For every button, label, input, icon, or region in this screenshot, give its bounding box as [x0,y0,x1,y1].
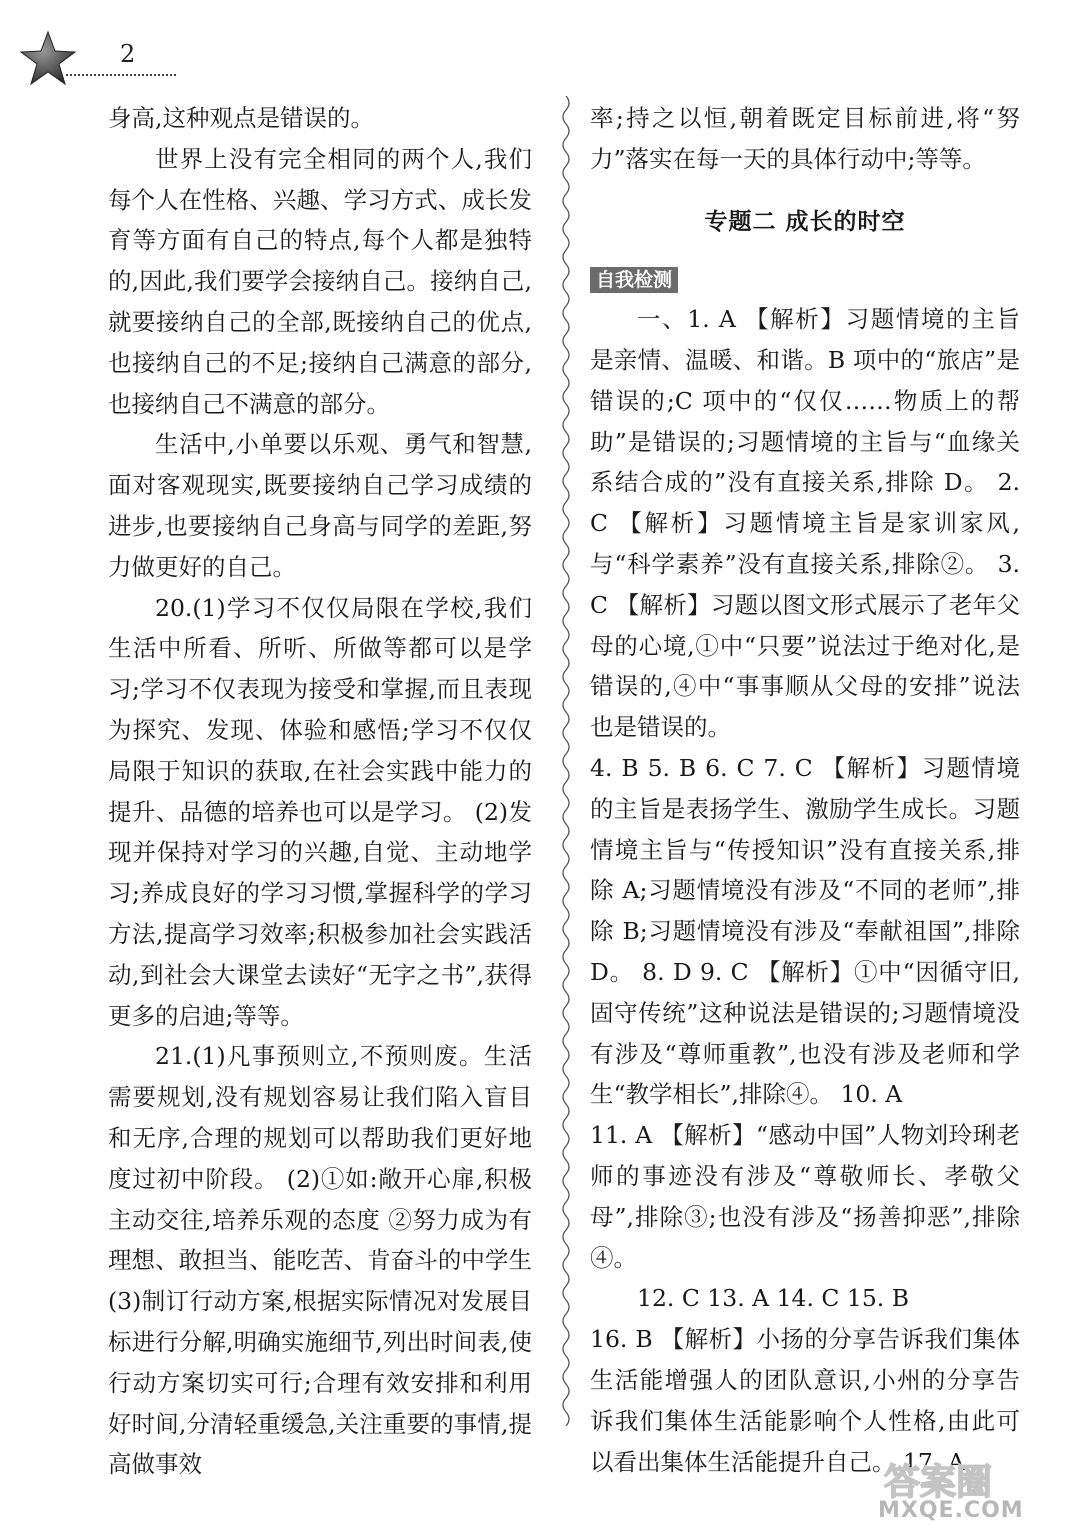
paragraph: 21.(1)凡事预则立,不预则废。生活需要规划,没有规划容易让我们陷入盲目和无序,合理的规划可以帮助我们更好地度过初中阶段。 (2)①如:敞开心扉,积极主动交往,培养乐观的态度 ②努力成为有理想、敢担当、能吃苦、肯奋斗的中学生 (3)制订行动方案,根据实际情况对发展目标进行分解,明确实施细节,列出时间表,使行动方案切实可行;合理有效安排和利用好时间,分清轻重缓急,关注重要的事情,提高做事效 [108,1042,532,1479]
paragraph: 4. B 5. B 6. C 7. C 【解析】习题情境的主旨是表扬学生、激励学生成长。习题情境主旨与“传授知识”没有直接关系,排除 A;习题情境没有涉及“不同的老师”,排除 B;习题情境没有涉及“奉献祖国”,排除 D。 8. D 9. C 【解析】①中“因循守旧,固守传统”这种说法是错误的;习题情境没有涉及“尊师重教”,也没有涉及老师和学生“教学相长”,排除④。 10. A [590,753,1020,1109]
watermark [870,1460,1060,1532]
paragraph: 20.(1)学习不仅仅局限在学校,我们生活中所看、所听、所做等都可以是学习;学习不仅表现为接受和掌握,而且表现为探究、发现、体验和感悟;学习不仅仅局限于知识的获取,在社会实践中能力的提升、品德的培养也可以是学习。 (2)发现并保持对学习的兴趣,自觉、主动地学习;养成良好的学习习惯,掌握科学的学习方法,提高学习效率;积极参加社会实践活动,到社会大课堂去读好“无字之书”,获得更多的启迪;等等。 [108,593,532,1030]
right-column [590,98,1020,1482]
paragraph: 身高,这种观点是错误的。 [108,104,374,132]
paragraph: 世界上没有完全相同的两个人,我们每个人在性格、兴趣、学习方式、成长发育等方面有自己的特点,每个人都是独特的,因此,我们要学会接纳自己。接纳自己,就要接纳自己的全部,既接纳自己的优点,也接纳自己的不足;接纳自己满意的部分,也接纳自己不满意的部分。 [108,144,532,418]
star-icon [18,30,78,88]
paragraph: 率;持之以恒,朝着既定目标前进,将“努力”落实在每一天的具体行动中;等等。 [590,104,1020,173]
section-tag: 自我检测 [590,267,678,293]
paragraph: 11. A 【解析】“感动中国”人物刘玲琍老师的事迹没有涉及“尊敬师长、孝敬父母”,排除③;也没有涉及“扬善抑恶”,排除④。 [590,1121,1020,1272]
wavy-column-divider [556,96,576,1426]
watermark-logo: 答案圈 [884,1462,993,1503]
section-title: 专题二 成长的时空 [704,208,906,235]
paragraph: 12. C 13. A 14. C 15. B [637,1284,909,1313]
paragraph: 一、1. A 【解析】习题情境的主旨是亲情、温暖、和谐。B 项中的“旅店”是错误的;C 项中的“仅仅……物质上的帮助”是错误的;习题情境的主旨与“血缘关系结合成的”没有直接关系,排除 D。 2. C 【解析】习题情境主旨是家训家风,与“科学素养”没有直接关系,排除②。 3. C 【解析】习题以图文形式展示了老年父母的心境,①中“只要”说法过于绝对化,是错误的,④中“事事顺从父母的安排”说法也是错误的。 [590,305,1020,742]
left-column [108,98,532,1485]
paragraph: 16. B 【解析】小扬的分享告诉我们集体生活能增强人的团队意识,小州的分享告诉我们集体生活能影响个人性格,由此可以看出集体生活能提升自己。 17. A [590,1325,1020,1476]
watermark-url: MXQE.COM [878,1498,1024,1523]
paragraph: 生活中,小单要以乐观、勇气和智慧,面对客观现实,既要接纳自己学习成绩的进步,也要接纳自己身高与同学的差距,努力做更好的自己。 [108,430,532,581]
page-header [18,28,168,88]
page-number: 2 [120,40,136,68]
header-rule [66,74,176,76]
